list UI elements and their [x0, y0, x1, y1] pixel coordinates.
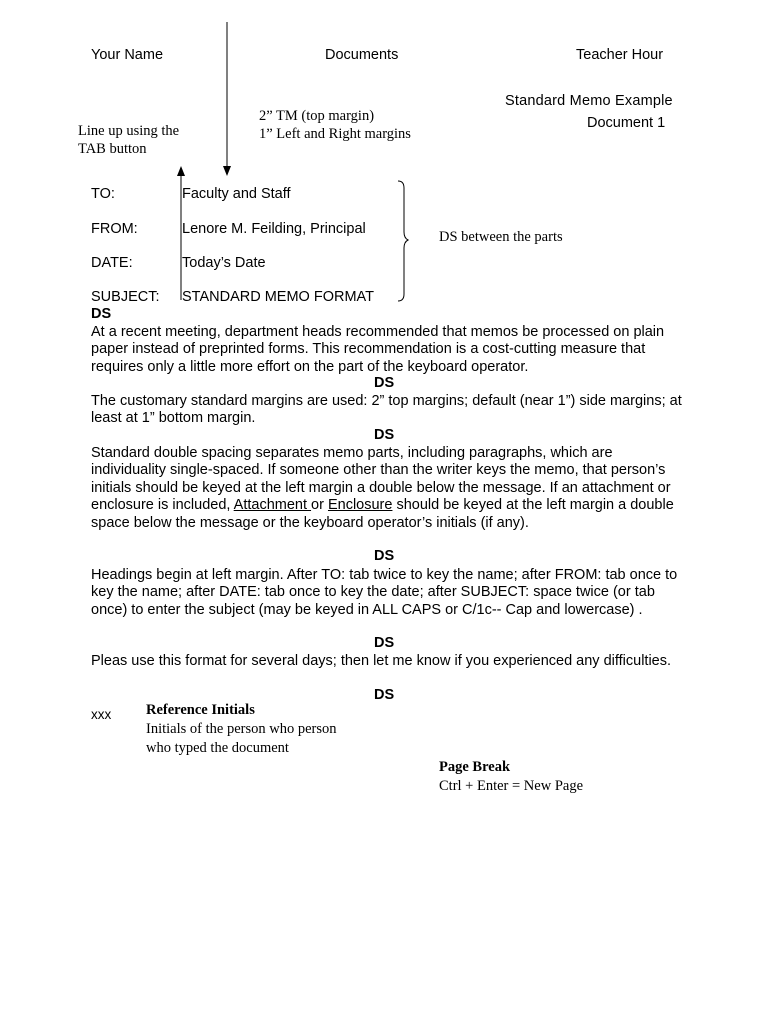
subject-label: SUBJECT: — [91, 289, 160, 305]
page-break-title: Page Break — [439, 759, 511, 775]
ds-marker: DS — [374, 375, 395, 391]
reference-initials-note-2: who typed the document — [146, 740, 289, 756]
ds-marker: DS — [374, 548, 395, 564]
paragraph-3 — [91, 445, 691, 532]
reference-initials-note-1: Initials of the person who person — [146, 721, 337, 737]
subject-value: STANDARD MEMO FORMAT — [182, 289, 374, 305]
header-your-name: Your Name — [91, 47, 164, 63]
tab-note-line1: Line up using the — [78, 123, 180, 139]
from-value: Lenore M. Feilding, Principal — [182, 221, 366, 237]
paragraph-3-start: Standard double spacing separates memo parts, including paragraphs, which are individuality single-spaced. If someone other than the writer keys the memo, that person’s initials should be keyed at the left margin a double below the message. If an attachment or enclosure is included, — [91, 445, 671, 514]
ds-marker: DS — [91, 306, 112, 322]
attachment-term: Attachment — [233, 497, 312, 514]
date-value: Today’s Date — [182, 255, 266, 271]
paragraph-4: Headings begin at left margin. After TO: tab twice to key the name; after FROM: tab once to key the name; after DATE: tab once to key the date; after SUBJECT: space twice (or tab once) to enter the subject (may be keyed in ALL CAPS or C/1c-- Cap and lowercase) . — [91, 567, 678, 618]
paragraph-2: The customary standard margins are used: 2” top margins; default (near 1”) side margins; at least at 1” bottom margin. — [91, 393, 682, 427]
to-value: Faculty and Staff — [182, 186, 291, 202]
paragraph-3-end: should be keyed at the left margin a double space below the message or the keyboard operator’s initials (if any). — [91, 497, 674, 531]
page-break-note: Ctrl + Enter = New Page — [439, 778, 584, 794]
paragraph-1: At a recent meeting, department heads recommended that memos be processed on plain paper instead of preprinted forms. This recommendation is a cost-cutting measure that requires only a little more effort on the part of the keyboard operator. — [91, 324, 665, 375]
doc-number: Document 1 — [587, 115, 666, 131]
ds-between-parts-note: DS between the parts — [439, 229, 563, 245]
ds-marker: DS — [374, 635, 395, 651]
enclosure-term: Enclosure — [327, 497, 393, 514]
header-teacher-hour: Teacher Hour — [576, 47, 664, 63]
doc-title: Standard Memo Example — [505, 93, 673, 109]
margin-note-sides: 1” Left and Right margins — [259, 126, 411, 142]
ds-marker: DS — [374, 427, 395, 443]
from-label: FROM: — [91, 221, 138, 237]
margin-note-top: 2” TM (top margin) — [259, 108, 375, 124]
paragraph-3-or: or — [311, 497, 328, 514]
ds-marker: DS — [374, 687, 395, 703]
reference-initials: xxx — [91, 707, 112, 722]
header-documents: Documents — [325, 47, 399, 63]
reference-initials-title: Reference Initials — [146, 702, 255, 718]
paragraph-5: Pleas use this format for several days; then let me know if you experienced any difficulties. — [91, 653, 672, 669]
tab-note-line2: TAB button — [78, 141, 147, 157]
date-label: DATE: — [91, 255, 133, 271]
to-label: TO: — [91, 186, 115, 202]
